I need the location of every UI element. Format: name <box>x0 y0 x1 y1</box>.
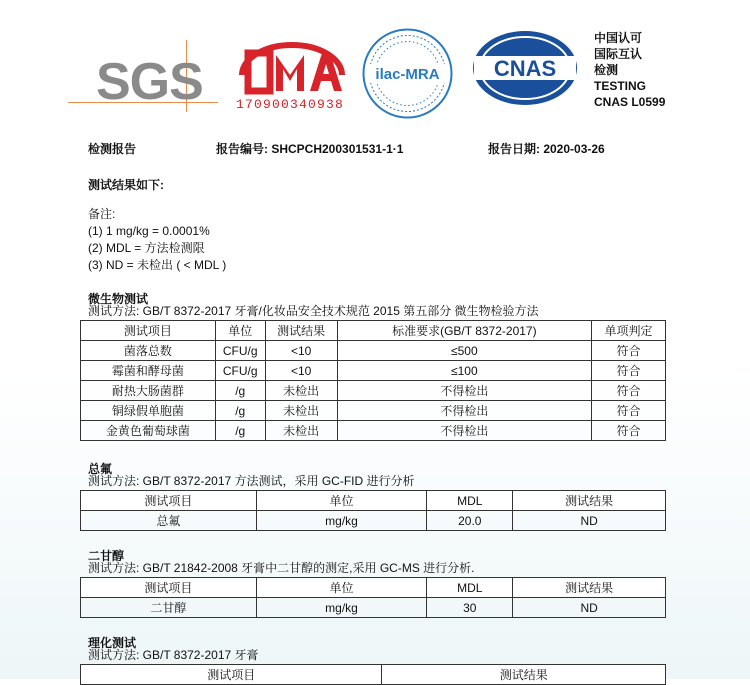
cell: ≤500 <box>337 341 592 361</box>
col-header: 单位 <box>256 491 427 511</box>
cell: CFU/g <box>215 361 265 381</box>
cell: 未检出 <box>265 401 337 421</box>
cnas-line-3: 检测 <box>594 63 619 77</box>
table-header-row <box>81 491 666 511</box>
note-item: (3) ND = 未检出 ( < MDL ) <box>88 258 227 272</box>
micro-table <box>80 320 666 441</box>
note-item: (1) 1 mg/kg = 0.0001% <box>88 224 210 238</box>
cell: CFU/g <box>215 341 265 361</box>
ilac-mra-logo <box>360 26 455 121</box>
cell: 符合 <box>592 421 666 441</box>
col-header: 单位 <box>215 321 265 341</box>
col-header: 测试项目 <box>81 665 382 685</box>
cell: 二甘醇 <box>81 598 257 618</box>
table-row <box>81 381 666 401</box>
table-row <box>81 341 666 361</box>
col-header: 测试结果 <box>513 491 666 511</box>
micro-title: 微生物测试 <box>88 292 149 306</box>
physchem-title: 理化测试 <box>88 636 137 650</box>
col-header: MDL <box>427 578 513 598</box>
table-row <box>81 401 666 421</box>
cell: /g <box>215 401 265 421</box>
cma-number: 170900340938 <box>236 97 345 112</box>
cnas-line-4: TESTING <box>594 79 647 93</box>
cell: 20.0 <box>427 511 513 531</box>
report-number: 报告编号: SHCPCH200301531-1·1 <box>216 142 404 156</box>
fluoride-title: 总氟 <box>88 462 113 476</box>
note-item: (2) MDL = 方法检测限 <box>88 241 205 255</box>
col-header: 测试项目 <box>81 321 216 341</box>
cell: /g <box>215 381 265 401</box>
col-header: 测试项目 <box>81 578 257 598</box>
svg-text:ilac-MRA: ilac-MRA <box>375 66 440 83</box>
cell: 符合 <box>592 401 666 421</box>
col-header: MDL <box>427 491 513 511</box>
micro-method: 测试方法: GB/T 8372-2017 牙膏/化妆品安全技术规范 2015 第五部分 微生物检验方法 <box>88 304 539 318</box>
cell: 符合 <box>592 341 666 361</box>
cnas-accreditation-text <box>594 30 665 110</box>
cnas-line-1: 中国认可 <box>594 31 643 45</box>
col-header: 标准要求(GB/T 8372-2017) <box>337 321 592 341</box>
col-header: 测试项目 <box>81 491 257 511</box>
cell: 未检出 <box>265 381 337 401</box>
cell: 霉菌和酵母菌 <box>81 361 216 381</box>
cell: <10 <box>265 361 337 381</box>
table-row <box>81 598 666 618</box>
deg-method: 测试方法: GB/T 21842-2008 牙膏中二甘醇的测定,采用 GC-MS 进行分析. <box>88 561 475 575</box>
cell: mg/kg <box>256 511 427 531</box>
cell: 30 <box>427 598 513 618</box>
cell: ND <box>513 598 666 618</box>
cnas-logo <box>470 28 580 108</box>
sgs-logo: SGS <box>96 53 203 111</box>
cell: 菌落总数 <box>81 341 216 361</box>
svg-text:CNAS: CNAS <box>493 56 557 81</box>
cell: 不得检出 <box>337 401 592 421</box>
cell: 总氟 <box>81 511 257 531</box>
notes <box>88 206 226 274</box>
fluoride-table <box>80 490 666 531</box>
table-row <box>81 361 666 381</box>
cell: ND <box>513 511 666 531</box>
deg-table <box>80 577 666 618</box>
deg-title: 二甘醇 <box>88 549 125 563</box>
cnas-line-2: 国际互认 <box>594 47 643 61</box>
cell: 符合 <box>592 381 666 401</box>
cell: 耐热大肠菌群 <box>81 381 216 401</box>
table-row <box>81 421 666 441</box>
table-row <box>81 511 666 531</box>
physchem-method: 测试方法: GB/T 8372-2017 牙膏 <box>88 648 259 662</box>
cell: 未检出 <box>265 421 337 441</box>
col-header: 单项判定 <box>592 321 666 341</box>
table-header-row <box>81 321 666 341</box>
cell: 铜绿假单胞菌 <box>81 401 216 421</box>
col-header: 测试结果 <box>513 578 666 598</box>
cell: /g <box>215 421 265 441</box>
cell: ≤100 <box>337 361 592 381</box>
cell: <10 <box>265 341 337 361</box>
cell: 不得检出 <box>337 421 592 441</box>
col-header: 测试结果 <box>382 665 666 685</box>
table-header-row <box>81 578 666 598</box>
report-date: 报告日期: 2020-03-26 <box>488 142 605 156</box>
col-header: 单位 <box>256 578 427 598</box>
results-intro: 测试结果如下: <box>88 178 164 192</box>
cell: 金黄色葡萄球菌 <box>81 421 216 441</box>
cell: 不得检出 <box>337 381 592 401</box>
physchem-table <box>80 664 666 685</box>
col-header: 测试结果 <box>265 321 337 341</box>
cell: mg/kg <box>256 598 427 618</box>
report-type: 检测报告 <box>88 142 137 156</box>
fluoride-method: 测试方法: GB/T 8372-2017 方法测试，采用 GC-FID 进行分析 <box>88 474 415 488</box>
table-header-row <box>81 665 666 685</box>
cma-logo <box>234 35 350 97</box>
cnas-line-5: CNAS L0599 <box>594 95 666 109</box>
notes-title: 备注: <box>88 207 116 221</box>
cell: 符合 <box>592 361 666 381</box>
